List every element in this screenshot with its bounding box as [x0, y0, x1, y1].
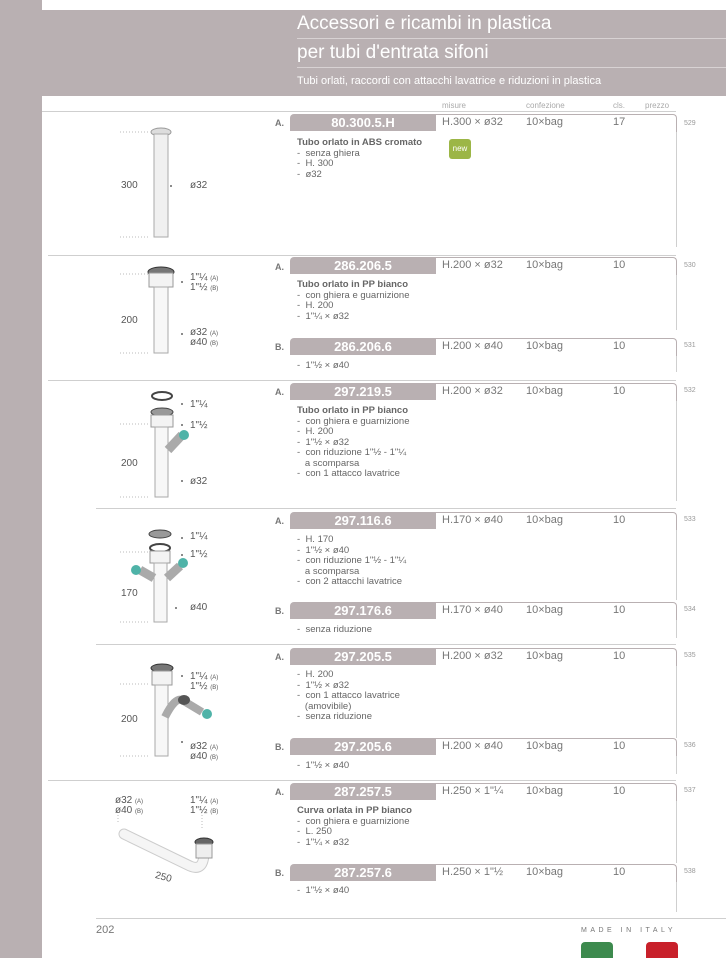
product-cls: 10	[613, 866, 626, 878]
product-description: Tubo orlato in PP bianco - con ghiera e guarnizione - H. 200 - 1"¼ × ø32	[297, 279, 410, 322]
product-pack: 10×bag	[526, 785, 564, 797]
product-description-heading: Tubo orlato in PP bianco	[297, 405, 409, 416]
product-cls: 10	[613, 650, 626, 662]
row-edge	[676, 791, 677, 863]
product-size: H.200 × ø40	[442, 340, 503, 352]
product-size: H.300 × ø32	[442, 116, 503, 128]
product-ref: 532	[684, 387, 696, 394]
row-letter: A.	[275, 118, 284, 128]
thread-label: 1"½ (B)	[190, 282, 219, 293]
column-header-prezzo: prezzo	[645, 101, 670, 110]
column-header-cls: cls.	[613, 101, 625, 110]
row-letter: A.	[275, 387, 284, 397]
product-size: H.200 × ø40	[442, 740, 503, 752]
height-label: 200	[121, 315, 138, 326]
row-edge	[676, 122, 677, 247]
height-label: 200	[121, 714, 138, 725]
pp-tube-washer-illustration	[120, 390, 195, 502]
product-size: H.200 × ø32	[442, 385, 503, 397]
pp-tube-illustration	[120, 264, 190, 359]
product-ref: 533	[684, 516, 696, 523]
row-edge	[676, 391, 677, 501]
product-description-heading: Tubo orlato in ABS cromato	[297, 137, 423, 148]
product-ref: 529	[684, 120, 696, 127]
row-letter: A.	[275, 516, 284, 526]
product-cls: 10	[613, 740, 626, 752]
row-letter: A.	[275, 787, 284, 797]
product-code: 287.257.6	[290, 864, 436, 881]
diameter-label: ø40 (B)	[190, 337, 219, 348]
product-code: 80.300.5.H	[290, 114, 436, 131]
product-description: - senza riduzione	[297, 624, 372, 635]
thread-label: 1"½	[190, 420, 208, 431]
height-label: 300	[121, 180, 138, 191]
product-size: H.170 × ø40	[442, 514, 503, 526]
diameter-label: ø32 (A)	[115, 795, 144, 806]
product-pack: 10×bag	[526, 650, 564, 662]
product-ref: 534	[684, 606, 696, 613]
product-pack: 10×bag	[526, 116, 564, 128]
product-ref: 531	[684, 342, 696, 349]
product-code: 286.206.6	[290, 338, 436, 355]
column-header-confezione: confezione	[526, 101, 565, 110]
product-code: 297.205.6	[290, 738, 436, 755]
section-divider	[48, 380, 676, 381]
length-label: 250	[153, 870, 173, 885]
row-letter: A.	[275, 262, 284, 272]
product-size: H.200 × ø32	[442, 650, 503, 662]
product-code: 297.116.6	[290, 512, 436, 529]
flag-red-stripe	[646, 942, 678, 958]
product-description: - 1"½ × ø40	[297, 760, 350, 771]
product-code: 287.257.5	[290, 783, 436, 800]
footer-divider	[96, 918, 726, 919]
product-size: H.200 × ø32	[442, 259, 503, 271]
row-edge	[676, 656, 677, 738]
product-ref: 536	[684, 742, 696, 749]
product-ref: 537	[684, 787, 696, 794]
product-cls: 10	[613, 259, 626, 271]
product-ref: 530	[684, 262, 696, 269]
product-code: 297.176.6	[290, 602, 436, 619]
diameter-label: ø40	[190, 602, 208, 613]
row-letter: B.	[275, 868, 284, 878]
thread-label: 1"¼ (A)	[190, 795, 219, 806]
product-description: Tubo orlato in ABS cromato - senza ghiera - H. 300 - ø32	[297, 137, 423, 180]
product-description: Tubo orlato in PP bianco - con ghiera e guarnizione - H. 200 - 1"½ × ø32 - con riduzione 1"½ - 1"¼ a scomparsa - con 1 attacco lavatrice	[297, 405, 410, 479]
section-divider	[42, 111, 676, 112]
product-size: H.250 × 1"¼	[442, 785, 504, 797]
product-ref: 535	[684, 652, 696, 659]
thread-label: 1"¼ (A)	[190, 671, 219, 682]
made-in-italy-label: MADE IN ITALY	[581, 927, 677, 934]
row-edge	[676, 266, 677, 330]
thread-label: 1"¼	[190, 531, 208, 542]
section-divider	[96, 508, 676, 509]
row-letter: A.	[275, 652, 284, 662]
thread-label: 1"½ (B)	[190, 681, 219, 692]
product-pack: 10×bag	[526, 866, 564, 878]
product-description: - H. 200 - 1"½ × ø32 - con 1 attacco lavatrice (amovibile) - senza riduzione	[297, 669, 400, 722]
thread-label: 1"¼ (A)	[190, 272, 219, 283]
thread-label: 1"½ (B)	[190, 805, 219, 816]
product-size: H.170 × ø40	[442, 604, 503, 616]
column-header-misure: misure	[442, 101, 467, 110]
product-pack: 10×bag	[526, 514, 564, 526]
product-description-heading: Curva orlata in PP bianco	[297, 805, 412, 816]
diameter-label: ø32	[190, 476, 208, 487]
side-band	[0, 0, 42, 958]
page-subtitle: Tubi orlati, raccordi con attacchi lavatrice e riduzioni in plastica	[297, 75, 602, 87]
product-cls: 10	[613, 514, 626, 526]
product-pack: 10×bag	[526, 604, 564, 616]
page-title-line-2: per tubi d'entrata sifoni	[297, 42, 489, 63]
product-ref: 538	[684, 868, 696, 875]
section-divider	[96, 644, 676, 645]
new-badge: new	[449, 139, 471, 159]
product-description: - 1"½ × ø40	[297, 885, 350, 896]
product-cls: 10	[613, 785, 626, 797]
product-code: 297.219.5	[290, 383, 436, 400]
height-label: 170	[121, 588, 138, 599]
diameter-label: ø32 (A)	[190, 741, 219, 752]
thread-label: 1"¼	[190, 399, 208, 410]
product-description: - 1"½ × ø40	[297, 360, 350, 371]
product-pack: 10×bag	[526, 340, 564, 352]
product-pack: 10×bag	[526, 385, 564, 397]
product-cls: 17	[613, 116, 626, 128]
product-cls: 10	[613, 385, 626, 397]
diameter-label: ø40 (B)	[115, 805, 144, 816]
product-description: - H. 170 - 1"½ × ø40 - con riduzione 1"½ - 1"¼ a scomparsa - con 2 attacchi lavatrice	[297, 534, 407, 587]
flag-green-stripe	[581, 942, 613, 958]
header-divider	[297, 67, 726, 68]
thread-label: 1"½	[190, 549, 208, 560]
section-divider	[48, 780, 676, 781]
product-pack: 10×bag	[526, 740, 564, 752]
product-cls: 10	[613, 340, 626, 352]
diameter-label: ø32 (A)	[190, 327, 219, 338]
product-code: 286.206.5	[290, 257, 436, 274]
height-label: 200	[121, 458, 138, 469]
row-edge	[676, 520, 677, 600]
product-cls: 10	[613, 604, 626, 616]
row-letter: B.	[275, 606, 284, 616]
diameter-label: ø32	[190, 180, 208, 191]
row-letter: B.	[275, 742, 284, 752]
header-divider	[297, 38, 726, 39]
product-pack: 10×bag	[526, 259, 564, 271]
pp-tube-two-washer-illustration	[120, 528, 200, 628]
product-description: Curva orlata in PP bianco - con ghiera e guarnizione - L. 250 - 1"¼ × ø32	[297, 805, 412, 848]
section-divider	[48, 255, 676, 256]
diameter-label: ø40 (B)	[190, 751, 219, 762]
product-size: H.250 × 1"½	[442, 866, 504, 878]
page-number: 202	[96, 924, 115, 936]
row-letter: B.	[275, 342, 284, 352]
product-description-heading: Tubo orlato in PP bianco	[297, 279, 409, 290]
product-code: 297.205.5	[290, 648, 436, 665]
page-title-line-1: Accessori e ricambi in plastica	[297, 13, 552, 34]
